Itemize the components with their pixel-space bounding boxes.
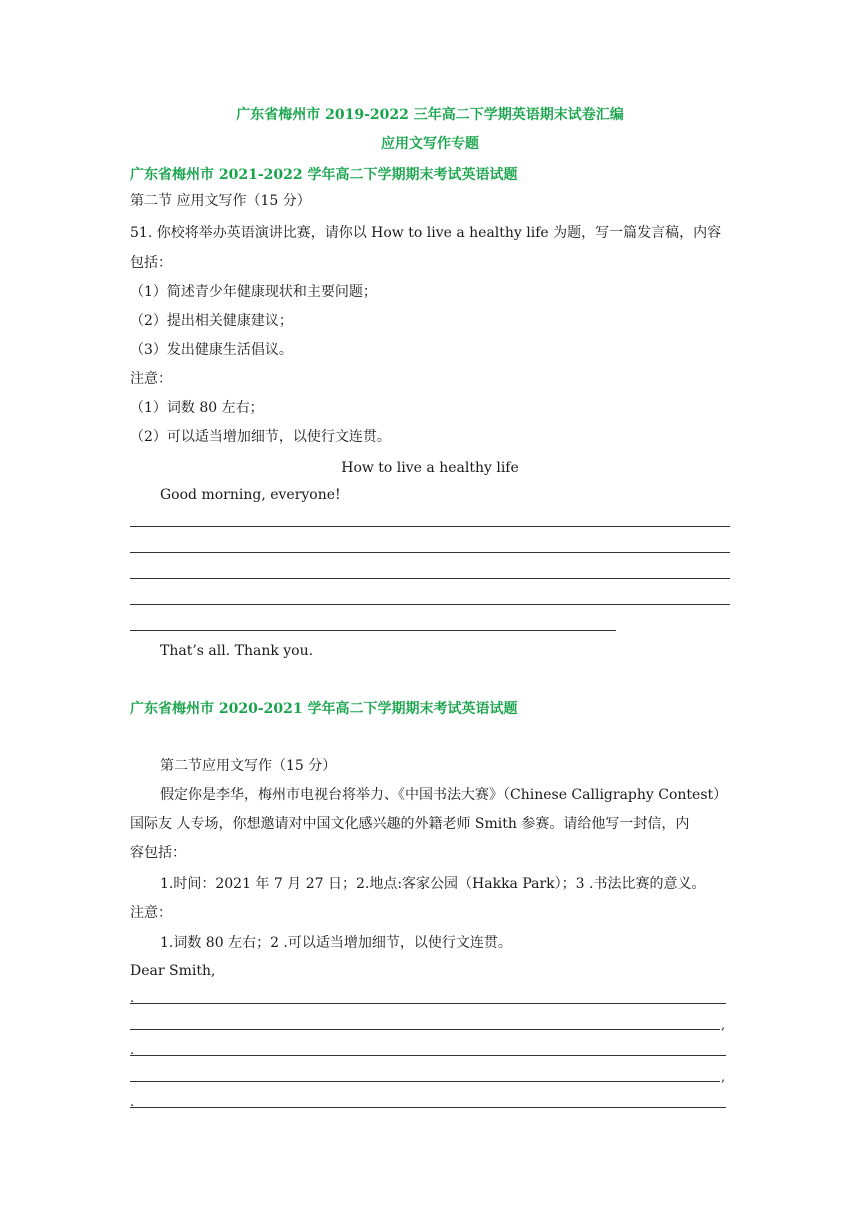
section2-heading: 广东省梅州市 2020-2021 学年高二下学期期末考试英语试题	[130, 701, 518, 717]
line-mark: ,	[721, 1070, 726, 1085]
answer-line	[130, 1003, 726, 1004]
answer-line	[130, 1081, 720, 1082]
document-subtitle: 应用文写作专题	[381, 136, 479, 152]
answer-line	[130, 1029, 720, 1030]
section1-note-label: 注意：	[130, 371, 172, 387]
letter-salutation: Dear Smith,	[130, 963, 216, 979]
line-mark: .	[130, 991, 135, 1006]
line-mark: ,	[721, 1018, 726, 1033]
answer-line	[130, 578, 730, 579]
answer-line	[130, 526, 730, 527]
section1-heading: 广东省梅州市 2021-2022 学年高二下学期期末考试英语试题	[130, 167, 518, 183]
section1-prompt-line2: 包括：	[130, 255, 172, 271]
section2-note-label: 注意：	[130, 905, 172, 921]
section1-part: 第二节 应用文写作（15 分）	[130, 193, 311, 209]
section1-prompt-line1: 51. 你校将举办英语演讲比赛，请你以 How to live a healthy life 为题，写一篇发言稿，内容	[130, 225, 722, 241]
section1-note: （1）词数 80 左右；	[130, 400, 264, 416]
section1-item: （2）提出相关健康建议；	[130, 313, 293, 329]
answer-line	[130, 604, 730, 605]
line-mark: .	[130, 1043, 135, 1058]
section2-prompt-line2: 国际友 人专场，你想邀请对中国文化感兴趣的外籍老师 Smith 参赛。请给他写一封信，内	[130, 816, 690, 832]
section2-content-points: 1.时间：2021 年 7 月 27 日；2.地点:客家公园（Hakka Park）；3 .书法比赛的意义。	[160, 876, 706, 892]
section1-note: （2）可以适当增加细节，以使行文连贯。	[130, 429, 391, 445]
section1-item: （3）发出健康生活倡议。	[130, 342, 293, 358]
section2-prompt-line3: 容包括：	[130, 845, 186, 861]
answer-line	[130, 630, 616, 631]
document-title: 广东省梅州市 2019-2022 三年高二下学期英语期末试卷汇编	[236, 107, 624, 123]
section1-item: （1）简述青少年健康现状和主要问题；	[130, 284, 377, 300]
essay-greeting: Good morning, everyone!	[160, 487, 341, 503]
answer-line	[130, 552, 730, 553]
answer-line	[130, 1107, 726, 1108]
section2-part: 第二节应用文写作（15 分）	[160, 758, 337, 774]
section2-notes: 1.词数 80 左右；2 .可以适当增加细节，以使行文连贯。	[160, 935, 512, 951]
answer-line	[130, 1055, 726, 1056]
line-mark: .	[130, 1095, 135, 1110]
section2-prompt-line1: 假定你是李华，梅州市电视台将举力、《中国书法大赛》（Chinese Calligraphy Contest）	[160, 787, 728, 803]
essay-closing: That’s all. Thank you.	[160, 643, 314, 659]
essay-title: How to live a healthy life	[341, 460, 519, 476]
